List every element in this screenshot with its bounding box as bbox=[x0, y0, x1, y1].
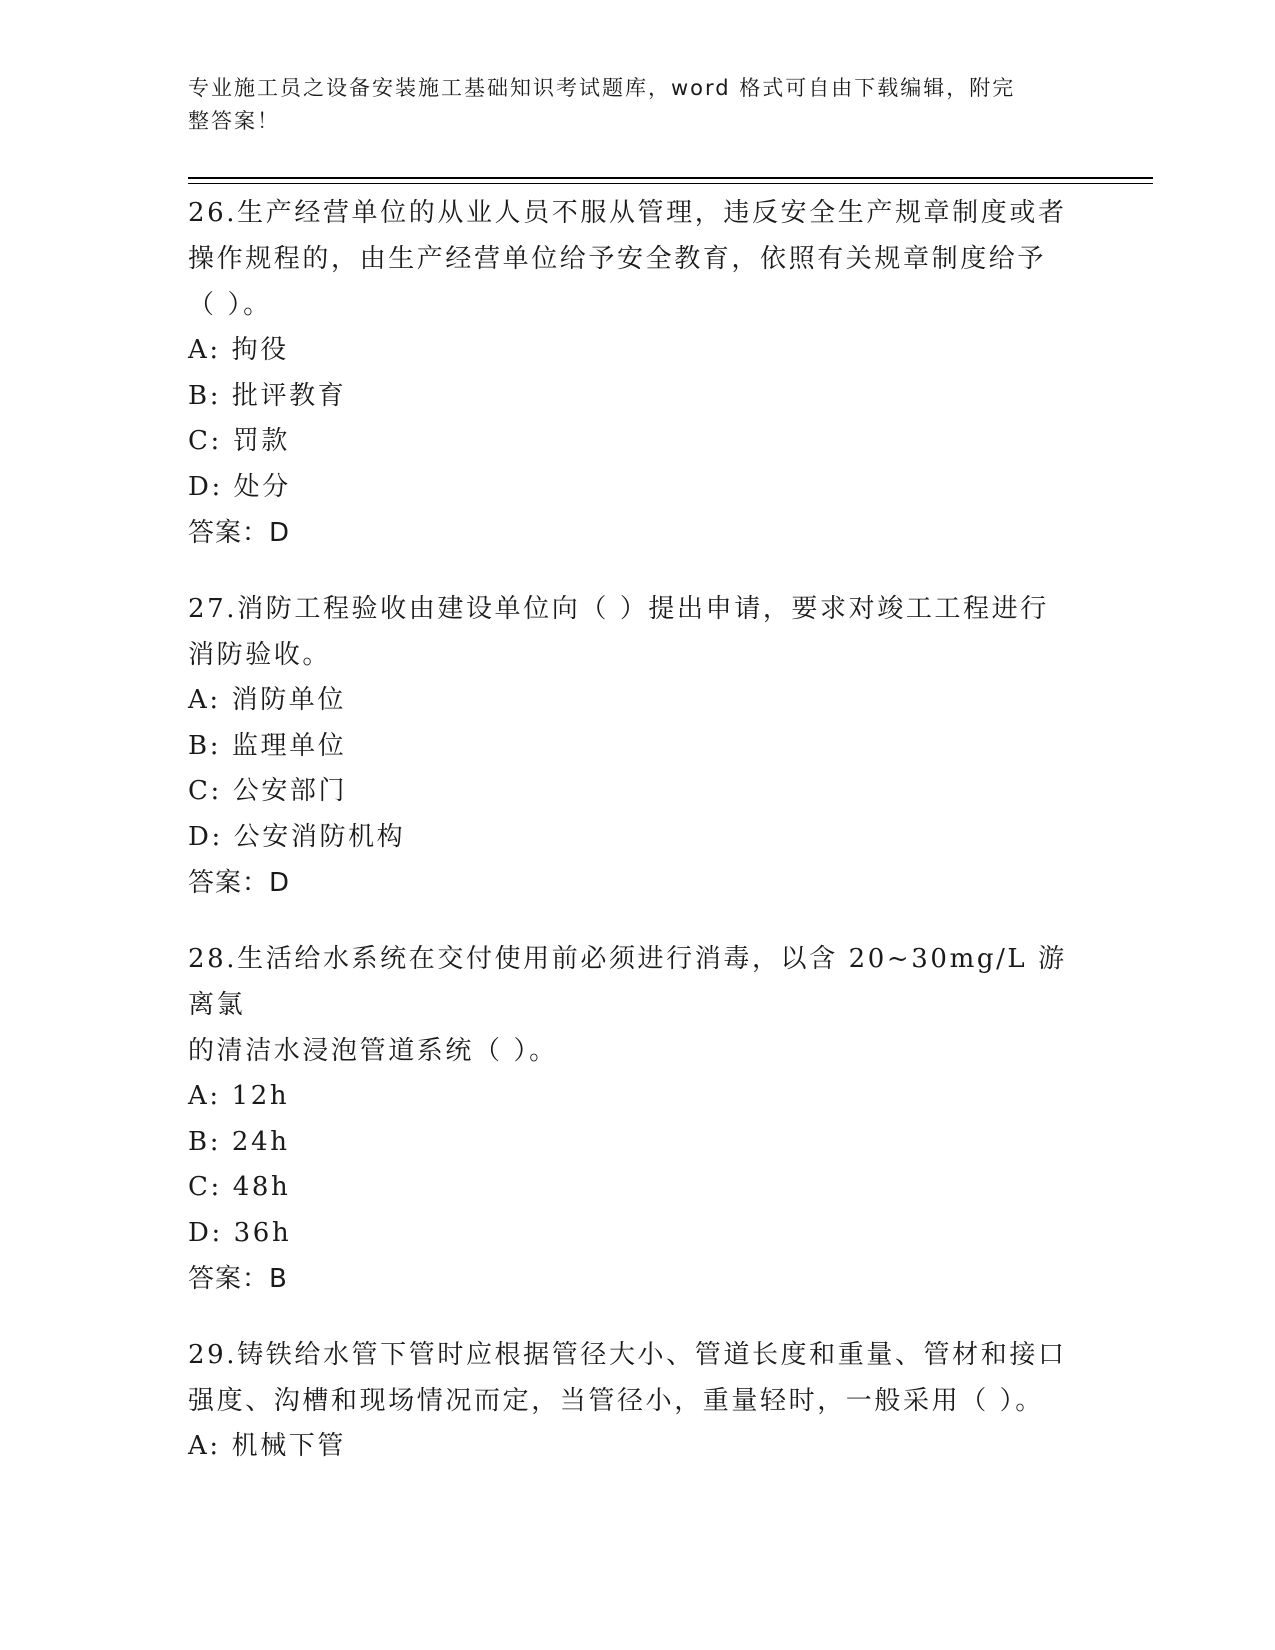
stem-line: 操作规程的，由生产经营单位给予安全教育，依照有关规章制度给予 bbox=[188, 244, 1047, 274]
option-c: C: 罚款 bbox=[188, 426, 290, 456]
answer: 答案：B bbox=[188, 1264, 288, 1294]
stem-line: （ ）。 bbox=[188, 290, 272, 320]
stem-line: 27.消防工程验收由建设单位向（ ）提出申请，要求对竣工工程进行 bbox=[188, 594, 1049, 624]
header-line-2: 整答案！ bbox=[188, 109, 280, 133]
option-a: A: 拘役 bbox=[188, 335, 289, 365]
question-stem bbox=[188, 190, 1088, 328]
header-rule-thin bbox=[188, 183, 1153, 184]
question-stem bbox=[188, 936, 1088, 1074]
question-stem bbox=[188, 586, 1088, 678]
stem-line: 的清洁水浸泡管道系统（ ）。 bbox=[188, 1036, 558, 1066]
option-a: A: 机械下管 bbox=[188, 1431, 347, 1461]
option-b: B: 24h bbox=[188, 1126, 290, 1157]
option-b: B: 批评教育 bbox=[188, 380, 347, 411]
question-27 bbox=[188, 586, 1088, 906]
option-d: D: 36h bbox=[188, 1217, 292, 1248]
option-c: C: 48h bbox=[188, 1172, 291, 1202]
question-26 bbox=[188, 190, 1088, 556]
option-a: A: 消防单位 bbox=[188, 685, 347, 715]
option-a: A: 12h bbox=[188, 1081, 290, 1111]
option-c: C: 公安部门 bbox=[188, 776, 348, 806]
stem-line: 消防验收。 bbox=[188, 640, 332, 670]
question-29 bbox=[188, 1332, 1088, 1470]
header-rule-thick bbox=[188, 177, 1153, 179]
stem-line: 29.铸铁给水管下管时应根据管径大小、管道长度和重量、管材和接口 bbox=[188, 1340, 1067, 1370]
question-stem bbox=[188, 1332, 1088, 1424]
answer: 答案：D bbox=[188, 868, 291, 898]
option-d: D: 处分 bbox=[188, 471, 291, 502]
stem-line: 26.生产经营单位的从业人员不服从管理，违反安全生产规章制度或者 bbox=[188, 198, 1067, 228]
document-header bbox=[188, 72, 1068, 138]
stem-line: 强度、沟槽和现场情况而定，当管径小，重量轻时，一般采用（ ）。 bbox=[188, 1386, 1044, 1416]
header-line-1: 专业施工员之设备安装施工基础知识考试题库，word 格式可自由下载编辑，附完 bbox=[188, 76, 1016, 100]
option-b: B: 监理单位 bbox=[188, 730, 347, 761]
stem-line: 28.生活给水系统在交付使用前必须进行消毒，以含 20~30mg/L 游离氯 bbox=[188, 944, 1067, 1020]
question-list bbox=[188, 190, 1088, 1500]
question-28 bbox=[188, 936, 1088, 1302]
answer: 答案：D bbox=[188, 518, 291, 548]
option-d: D: 公安消防机构 bbox=[188, 821, 406, 852]
